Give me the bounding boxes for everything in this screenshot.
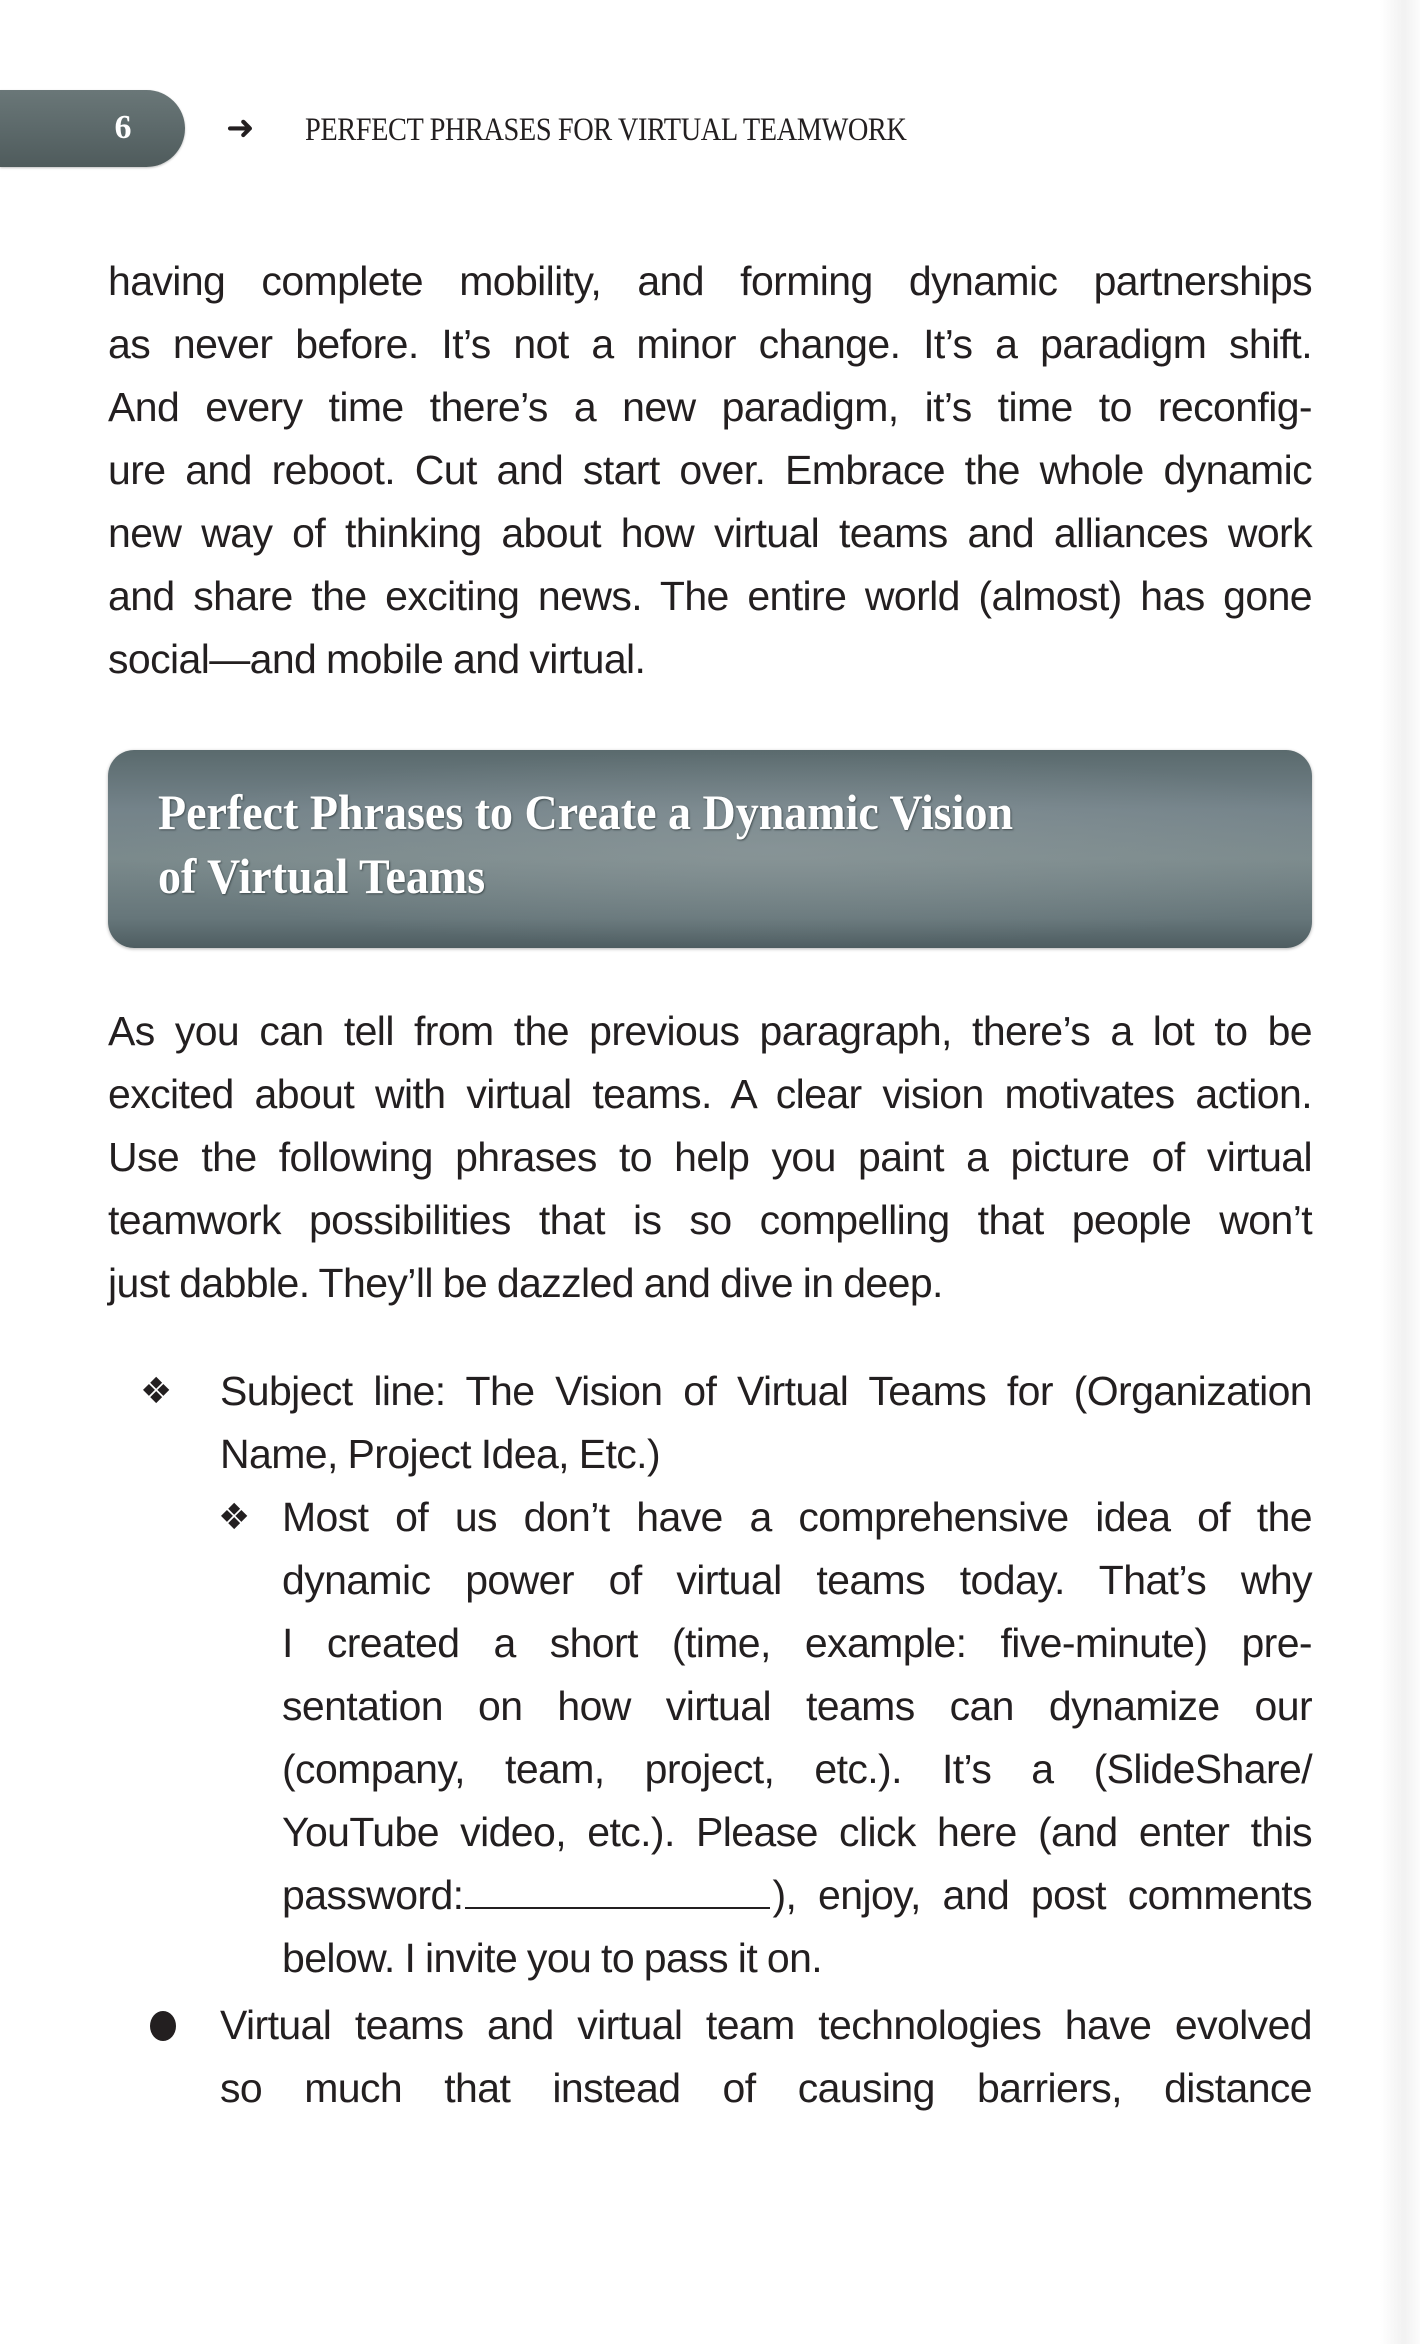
section-paragraph xyxy=(108,1000,1312,1315)
text-line: new way of thinking about how virtual teams and alliances work xyxy=(108,510,1312,556)
list-item-virtual-teams xyxy=(220,1994,1312,2120)
filled-circle-bullet-icon xyxy=(150,2011,176,2041)
text-line: having complete mobility, and forming dynamic partnerships xyxy=(108,258,1312,304)
text-line: (company, team, project, etc.). It’s a (SlideShare/ xyxy=(282,1746,1312,1792)
text-line: just dabble. They’ll be dazzled and dive in deep. xyxy=(108,1260,943,1306)
running-head: PERFECT PHRASES FOR VIRTUAL TEAMWORK xyxy=(305,112,907,148)
list-item-nested-message xyxy=(282,1486,1312,1990)
text-line: Most of us don’t have a comprehensive idea of the xyxy=(282,1494,1312,1540)
text-line: below. I invite you to pass it on. xyxy=(282,1935,823,1981)
text-line: teamwork possibilities that is so compelling that people won’t xyxy=(108,1197,1312,1243)
four-diamond-bullet-icon: ❖ xyxy=(140,1371,173,1412)
text-line: Subject line: The Vision of Virtual Teams for (Organization xyxy=(220,1368,1312,1414)
text-line: And every time there’s a new paradigm, it’s time to reconfig- xyxy=(108,384,1312,430)
section-heading xyxy=(158,780,1188,908)
intro-paragraph xyxy=(108,250,1312,691)
password-blank xyxy=(465,1871,770,1909)
page-number: 6 xyxy=(114,109,132,146)
right-arrow-icon: ➜ xyxy=(226,108,255,148)
text-line: dynamic power of virtual teams today. That’s why xyxy=(282,1557,1312,1603)
text-line: as never before. It’s not a minor change. It’s a paradigm shift. xyxy=(108,321,1312,367)
page-number-tab xyxy=(0,90,185,167)
password-label: password: xyxy=(282,1872,464,1918)
text-line: Name, Project Idea, Etc.) xyxy=(220,1431,661,1477)
text-line: As you can tell from the previous paragraph, there’s a lot to be xyxy=(108,1008,1312,1054)
section-heading-line: Perfect Phrases to Create a Dynamic Vision xyxy=(158,784,1014,840)
text-line: social—and mobile and virtual. xyxy=(108,636,646,682)
text-line: Virtual teams and virtual team technologies have evolved xyxy=(220,2002,1312,2048)
text-line: and share the exciting news. The entire world (almost) has gone xyxy=(108,573,1312,619)
section-heading-line: of Virtual Teams xyxy=(158,848,486,904)
section-heading-box xyxy=(108,750,1312,948)
text-line: ure and reboot. Cut and start over. Embrace the whole dynamic xyxy=(108,447,1312,493)
password-suffix: ), enjoy, and post comments xyxy=(772,1872,1312,1918)
text-line: so much that instead of causing barriers, distance xyxy=(220,2065,1312,2111)
text-line: Use the following phrases to help you paint a picture of virtual xyxy=(108,1134,1312,1180)
page-edge-shadow xyxy=(1380,0,1420,2344)
text-line: excited about with virtual teams. A clear vision motivates action. xyxy=(108,1071,1312,1117)
text-line: YouTube video, etc.). Please click here (and enter this xyxy=(282,1809,1312,1855)
text-line: I created a short (time, example: five-minute) pre- xyxy=(282,1620,1312,1666)
list-item-subject-line xyxy=(220,1360,1312,1486)
four-diamond-bullet-icon: ❖ xyxy=(218,1497,251,1538)
password-line xyxy=(282,1864,1312,1927)
text-line: sentation on how virtual teams can dynamize our xyxy=(282,1683,1312,1729)
